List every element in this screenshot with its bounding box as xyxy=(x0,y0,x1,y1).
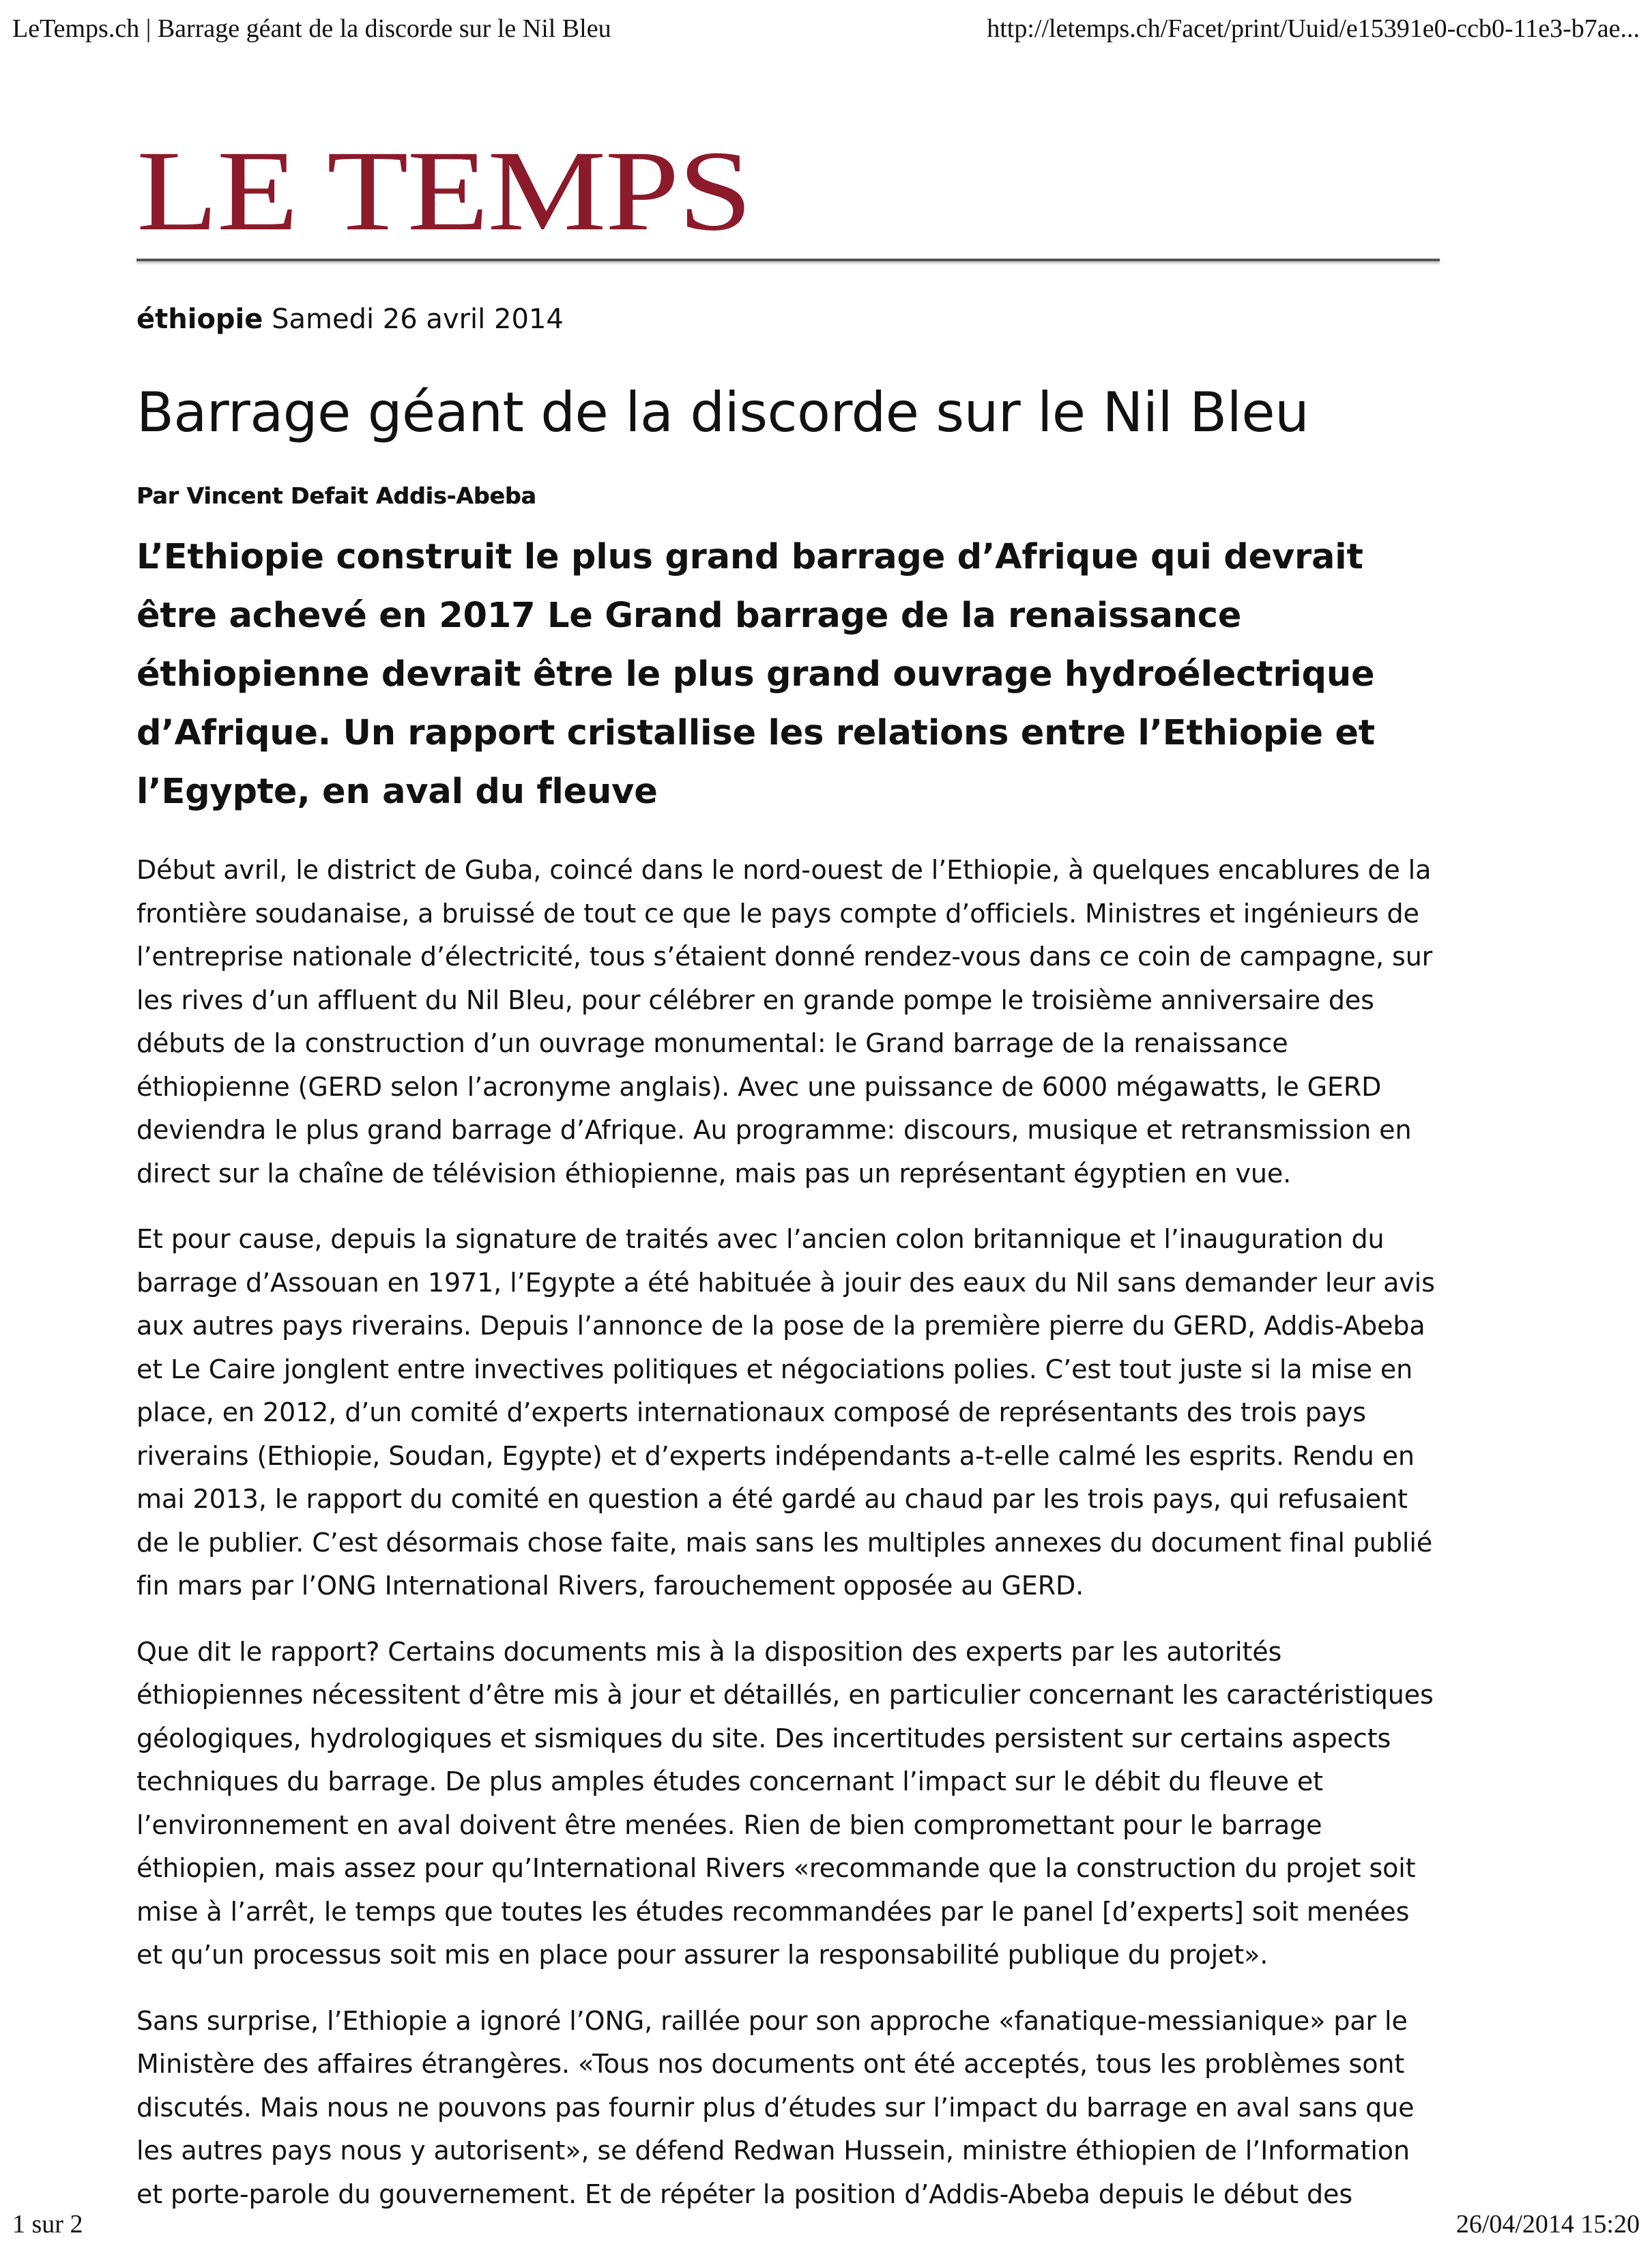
print-footer xyxy=(12,2201,1640,2239)
article-section: éthiopie xyxy=(136,304,263,335)
article-paragraph: Et pour cause, depuis la signature de traités avec l’ancien colon britannique et l’inauguration du barrage d’Assouan en 1971, l’Egypte a été habituée à jouir des eaux du Nil sans demander leur avis aux autres pays riverains. Depuis l’annonce de la pose de la première pierre du GERD, Addis-Abeba et Le Caire jonglent entre invectives politiques et négociations polies. C’est tout juste si la mise en place, en 2012, d’un comité d’experts internationaux composé de représentants des trois pays riverains (Ethiopie, Soudan, Egypte) et d’experts indépendants a-t-elle calmé les esprits. Rendu en mai 2013, le rapport du comité en question a été gardé au chaud par les trois pays, qui refusaient de le publier. C’est désormais chose faite, mais sans les multiples annexes du document final publié fin mars par l’ONG International Rivers, farouchement opposée au GERD. xyxy=(136,1224,1435,1601)
article-lead: L’Ethiopie construit le plus grand barrage d’Afrique qui devrait être achevé en 2017 Le Grand barrage de la renaissance éthiopienne devrait être le plus grand ouvrage hydroélectrique d’Afrique. Un rapport cristallise les relations entre l’Ethiopie et l’Egypte, en aval du fleuve xyxy=(136,537,1375,812)
print-header xyxy=(12,14,1640,57)
le-temps-logo: LE TEMPS xyxy=(136,127,751,255)
article-meta xyxy=(136,304,1440,345)
article-paragraph: Que dit le rapport? Certains documents mis à la disposition des experts par les autorités éthiopiennes nécessitent d’être mis à jour et détaillés, en particulier concernant les caractéristiques géologiques, hydrologiques et sismiques du site. Des incertitudes persistent sur certains aspects techniques du barrage. De plus amples études concernant l’impact sur le débit du fleuve et l’environnement en aval doivent être menées. Rien de bien compromettant pour le barrage éthiopien, mais assez pour qu’International Rivers «recommande que la construction du projet soit mise à l’arrêt, le temps que toutes les études recommandées par le panel [d’experts] soit menées et qu’un processus soit mis en place pour assurer la responsabilité publique du projet». xyxy=(136,1636,1434,1970)
article-paragraph: Début avril, le district de Guba, coincé dans le nord-ouest de l’Ethiopie, à quelques encablures de la frontière soudanaise, a bruissé de tout ce que le pays compte d’officiels. Ministres et ingénieurs de l’entreprise nationale d’électricité, tous s’étaient donné rendez-vous dans ce coin de campagne, sur les rives d’un affluent du Nil Bleu, pour célébrer en grande pompe le troisième anniversaire des débuts de la construction d’un ouvrage monumental: le Grand barrage de la renaissance éthiopienne (GERD selon l’acronyme anglais). Avec une puissance de 6000 mégawatts, le GERD deviendra le plus grand barrage d’Afrique. Au programme: discours, musique et retransmission en direct sur la chaîne de télévision éthiopienne, mais pas un représentant égyptien en vue. xyxy=(136,855,1433,1189)
article-date: Samedi 26 avril 2014 xyxy=(272,304,564,335)
article-title: Barrage géant de la discorde sur le Nil Bleu xyxy=(136,381,1309,444)
print-page-title: LeTemps.ch | Barrage géant de la discorde sur le Nil Bleu xyxy=(12,14,611,43)
article-body xyxy=(136,849,1440,2216)
article xyxy=(136,304,1440,2216)
article-byline: Par Vincent Defait Addis-Abeba xyxy=(136,482,536,509)
masthead xyxy=(136,127,1440,267)
page-number: 1 sur 2 xyxy=(12,2210,83,2239)
print-page-url: http://letemps.ch/Facet/print/Uuid/e15391e0-ccb0-11e3-b7ae... xyxy=(987,14,1640,43)
print-timestamp: 26/04/2014 15:20 xyxy=(1455,2210,1640,2239)
article-paragraph: Sans surprise, l’Ethiopie a ignoré l’ONG, raillée pour son approche «fanatique-messianique» par le Ministère des affaires étrangères. «Tous nos documents ont été acceptés, tous les problèmes sont discutés. Mais nous ne pouvons pas fournir plus d’études sur l’impact du barrage en aval sans que les autres pays nous y autorisent», se défend Redwan Hussein, ministre éthiopien de l’Information et porte-parole du gouvernement. Et de répéter la position d’Addis-Abeba depuis le début des xyxy=(136,2005,1415,2209)
masthead-divider xyxy=(136,259,1440,261)
